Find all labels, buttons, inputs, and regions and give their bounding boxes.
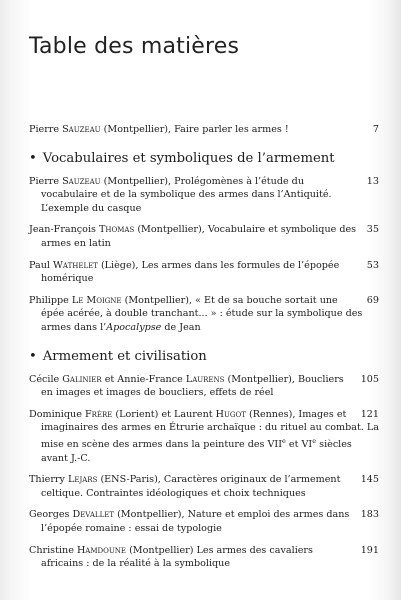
toc-entry — [29, 473, 379, 500]
author-last-name: Lejars — [67, 474, 98, 486]
section-title: Vocabulaires et symboliques de l’armement — [42, 150, 335, 166]
entry-title: (Liège), Les armes dans les formules de l’épopée homérique — [41, 259, 340, 285]
toc-entry — [29, 508, 379, 535]
entry-title: (Lorient) et Laurent — [112, 408, 216, 420]
toc-entry — [29, 544, 379, 571]
author-last-name: Hugot — [215, 408, 246, 420]
entry-title: (Montpellier) Les armes des cavaliers africains : de la réalité à la symbolique — [41, 544, 313, 570]
author-last-name: Le Moigne — [71, 294, 122, 306]
bullet-icon: • — [29, 348, 37, 364]
toc-entry — [29, 223, 379, 250]
entry-title: (Montpellier), Nature et emploi des armes dans l’épopée romaine : essai de typologie — [41, 509, 350, 535]
toc-entry — [29, 294, 379, 335]
entry-title: (Montpellier), Vocabulaire et symbolique des armes en latin — [41, 224, 357, 249]
toc-entry — [29, 175, 379, 216]
page-number: 183 — [360, 509, 379, 521]
entry-title-end: de Jean — [161, 321, 201, 333]
author-first-name: Georges — [29, 509, 73, 521]
page-number: 145 — [360, 474, 379, 486]
toc-entry — [29, 259, 379, 286]
author-last-name: Laurens — [185, 373, 225, 385]
author-first-name: Thierry — [29, 474, 68, 486]
author-last-name: Galinier — [62, 373, 102, 385]
bullet-icon: • — [29, 150, 37, 166]
page-title: Table des matières — [29, 34, 240, 59]
entry-title-end: (Rennes), Images et imaginaires des armes en Étrurie archaïque : du rituel au combat. La mise en scène des armes dans la peinture des VII — [41, 408, 379, 451]
page-number: 69 — [366, 294, 379, 306]
section-heading — [29, 349, 379, 364]
author-first-name: Pierre — [29, 175, 63, 187]
entry-title: (ENS-Paris), Caractères originaux de l’armement celtique. Contraintes idéologiques et choix techniques — [41, 474, 341, 499]
superscript: e — [282, 436, 286, 445]
toc-entry — [29, 408, 379, 466]
author-last-name: Frère — [84, 408, 113, 420]
author-last-name: Thomas — [99, 224, 135, 236]
toc-entry — [29, 373, 379, 400]
author-first-name: Cécile — [29, 373, 63, 385]
author-last-name: Devallet — [72, 509, 115, 521]
author-last-name: Sauzeau — [62, 175, 101, 187]
page-number: 35 — [366, 224, 379, 236]
superscript: e — [312, 436, 317, 445]
author-first-name: Pierre — [29, 124, 63, 135]
entry-title: (Montpellier), « Et de sa bouche sortait une épée acérée, à double tranchant... » : étude sur la symbolique des armes dans l’ — [41, 294, 363, 333]
entry-title-italic: Apocalypse — [106, 321, 162, 333]
author-first-name: Philippe — [29, 294, 72, 306]
author-first-name: Paul — [29, 259, 54, 271]
section-title: Armement et civilisation — [42, 348, 207, 364]
author-first-name: Christine — [29, 544, 77, 556]
page-number: 121 — [360, 408, 379, 420]
author-last-name: Sauzeau — [62, 124, 101, 135]
author-first-name: Jean-François — [29, 224, 99, 236]
page-number: 53 — [366, 259, 379, 271]
author-first-name: Dominique — [29, 408, 85, 420]
entry-title: (Montpellier), Faire parler les armes ! — [100, 124, 289, 135]
entry-title-end: et VI — [285, 439, 313, 451]
entry-title: (Montpellier), Prolégomènes à l’étude du vocabulaire et de la symbolique des armes dans l’Antiquité. L’exemple du casque — [41, 175, 332, 214]
page-number: 13 — [366, 175, 379, 187]
page-number: 191 — [360, 544, 379, 556]
page-number: 7 — [372, 124, 379, 135]
section-heading — [29, 151, 379, 166]
toc-entry — [29, 123, 379, 137]
entry-title-end: (Montpellier), Boucliers en images et images de boucliers, effets de réel — [41, 373, 344, 399]
page-number: 105 — [360, 373, 379, 385]
author-last-name: Wathelet — [53, 259, 98, 271]
entry-title: et Annie-France — [101, 373, 186, 385]
author-last-name: Hamdoune — [76, 544, 127, 556]
entry-title-end: siècles avant J.-C. — [41, 439, 352, 464]
